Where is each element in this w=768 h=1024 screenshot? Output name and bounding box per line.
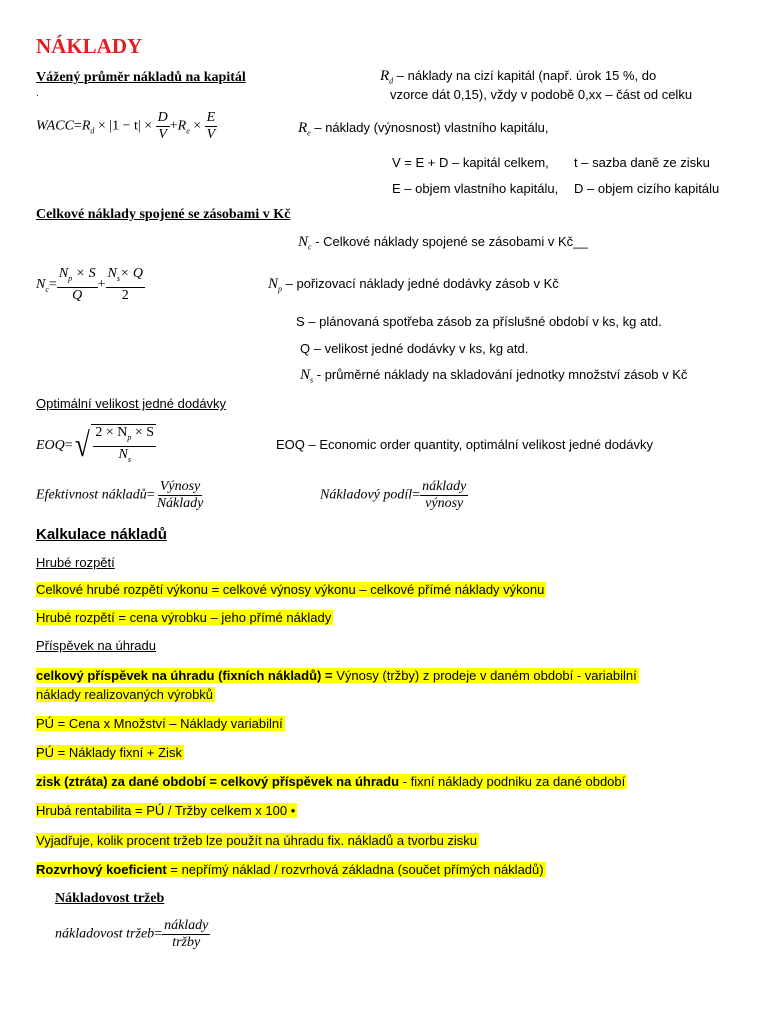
re-sub: e	[186, 126, 190, 136]
np-s-over-q-fraction: $\frac{N_p \times S}{Q}$	[58, 266, 96, 303]
gross-heading: Hrubé rozpětí	[36, 555, 115, 570]
q-description: Q – velikost jedné dodávky v ks, kg atd.	[300, 341, 529, 356]
nc-description: $N_c$ - Celkové náklady spojené se zásobami v Kč__	[298, 234, 588, 252]
pu-line-1: PÚ = Cena x Množství – Náklady variabilní	[36, 716, 283, 731]
v-description: V = E + D – kapitál celkem,	[392, 155, 549, 170]
rentability-line: Hrubá rentabilita = PÚ / Tržby celkem x 100 •	[36, 803, 296, 818]
eoq-heading: Optimální velikost jedné dodávky	[36, 396, 227, 411]
s-description: S – plánovaná spotřeba zásob za příslušné období v ks, kg atd.	[296, 314, 662, 329]
eoq-formula: EOQ= √ $\frac{2 \times N_p \times S}{N_s}$	[36, 424, 156, 468]
eoq-square-root: √ $\frac{2 \times N_p \times S}{N_s}$	[73, 424, 156, 468]
sales-cost-formula: nákladovost tržeb= $\frac{\text{náklady}}{\text{tržby}}$	[55, 918, 209, 950]
e-over-v-fraction: $\frac{E}{V}$	[206, 110, 216, 142]
cost-share-formula: Nákladový podíl= $\frac{\text{náklady}}{\text{výnosy}}$	[320, 479, 467, 511]
d-over-v-fraction: $\frac{D}{V}$	[157, 110, 168, 142]
gross-line-1: Celkové hrubé rozpětí výkonu = celkové výnosy výkonu – celkové přímé náklady výkonu	[36, 582, 545, 597]
e-description: E – objem vlastního kapitálu,	[392, 181, 559, 196]
contribution-heading: Příspěvek na úhradu	[36, 638, 156, 653]
ns-q-over-2-fraction: $\frac{N_s\times Q}{2}$	[107, 266, 144, 303]
rd-symbol: R	[81, 118, 91, 134]
re-symbol: R	[177, 118, 187, 134]
sales-cost-heading: Nákladovost tržeb	[55, 891, 165, 906]
contribution-line-2: náklady realizovaných výrobků	[36, 687, 214, 702]
wacc-heading: Vážený průměr nákladů na kapitál	[36, 70, 246, 85]
rd-description: $R_d$ – náklady na cizí kapitál (např. úrok 15 %, do	[380, 68, 657, 86]
wacc-formula: $WACC=R_d \times |1 - t|$ × $\frac{D}{V}$ $+R_e$ × $\frac{E}{V}$	[36, 110, 216, 142]
pu-line-2: PÚ = Náklady fixní + Zisk	[36, 745, 182, 760]
nc-formula: $N_c=$ $\frac{N_p \times S}{Q}$ + $\frac{N_s\times Q}{2}$	[36, 266, 144, 303]
re-description: $R_e$ – náklady (výnosnost) vlastního kapitálu,	[298, 120, 549, 138]
ns-description: $N_s$ - průměrné náklady na skladování jednotky množství zásob v Kč	[300, 367, 688, 385]
np-description: $N_p$ – pořizovací náklady jedné dodávky zásob v Kč	[268, 276, 559, 294]
d-description: D – objem cizího kapitálu	[574, 181, 720, 196]
profit-line: zisk (ztráta) za dané období = celkový příspěvek na úhradu - fixní náklady podniku za dané období	[36, 774, 626, 789]
gross-line-2: Hrubé rozpětí = cena výrobku – jeho přímé náklady	[36, 610, 332, 625]
page-title: NÁKLADY	[36, 34, 143, 58]
eoq-description: EOQ – Economic order quantity, optimální velikost jedné dodávky	[276, 437, 653, 452]
rentability-note: Vyjadřuje, kolik procent tržeb lze použít na úhradu fix. nákladů a tvorbu zisku	[36, 833, 478, 848]
wacc-lhs: WACC	[36, 118, 74, 134]
rd-description-line2: vzorce dát 0,15), vždy v podobě 0,xx – část od celku	[390, 87, 693, 102]
one-minus-t: |1 − t|	[109, 118, 141, 134]
contribution-line-1: celkový příspěvek na úhradu (fixních nákladů) = Výnosy (tržby) z prodeje v daném období - variabilní	[36, 668, 637, 683]
inventory-heading: Celkové náklady spojené se zásobami v Kč	[36, 207, 291, 222]
efficiency-formula: Efektivnost nákladů= $\frac{\text{Výnosy}}{\text{Náklady}}$	[36, 479, 204, 511]
allocation-coefficient-line: Rozvrhový koeficient = nepřímý náklad / rozvrhová základna (součet přímých nákladů)	[36, 862, 544, 877]
t-description: t – sazba daně ze zisku	[574, 155, 710, 170]
wacc-dot: .	[36, 88, 39, 99]
rd-sub: d	[90, 126, 95, 136]
calc-heading: Kalkulace nákladů	[36, 526, 167, 543]
